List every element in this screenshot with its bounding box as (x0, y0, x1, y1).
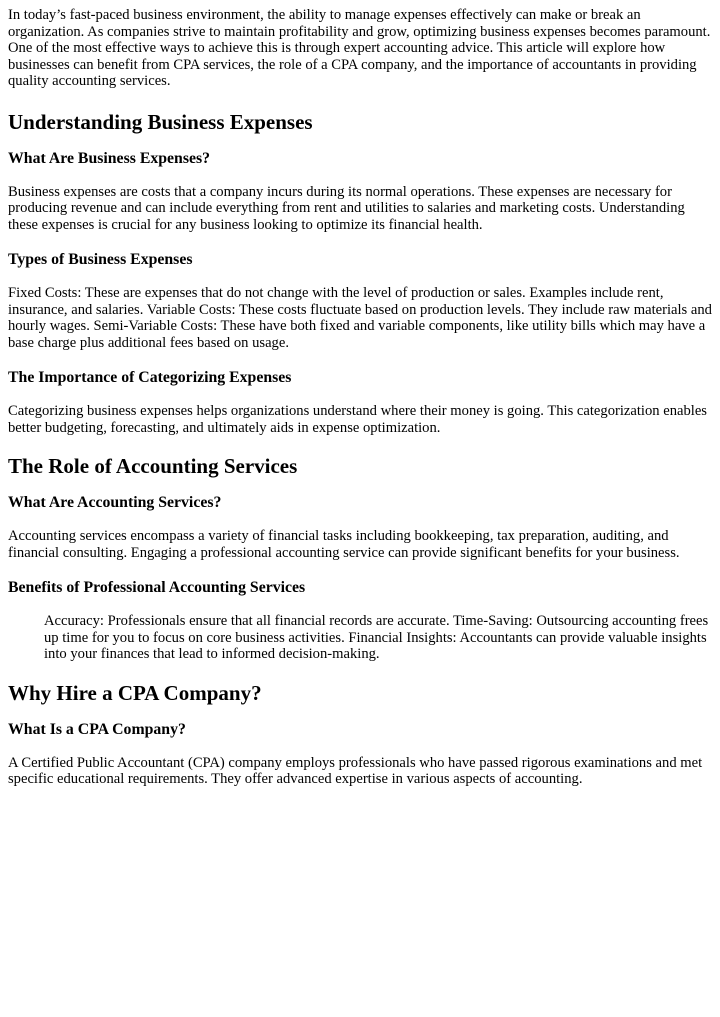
paragraph-what-are-expenses: Business expenses are costs that a company incurs during its normal operations. These expenses are necessary for producing revenue and can include everything from rent and utilities to salaries and marketing costs. Understanding these expenses is crucial for any business looking to optimize its financial health. (8, 183, 685, 233)
intro-paragraph: In today’s fast-paced business environment, the ability to manage expenses effectively can make or break an organization. As companies strive to maintain profitability and grow, optimizing business expenses becomes paramount. One of the most effective ways to achieve this is through expert accounting advice. This article will explore how businesses can benefit from CPA services, the role of a CPA company, and the importance of accountants in providing quality accounting services. (8, 7, 711, 89)
section-heading-understanding-expenses: Understanding Business Expenses (8, 109, 313, 134)
paragraph-types-of-expenses: Fixed Costs: These are expenses that do not change with the level of production or sales. Examples include rent, insurance, and salaries. Variable Costs: These costs fluctuate based on production levels. They include raw materials and hourly wages. Semi-Variable Costs: These have both fixed and variable components, like utility bills which may have a base charge plus additional fees based on usage. (8, 285, 712, 351)
subheading-benefits-accounting-services: Benefits of Professional Accounting Services (8, 579, 306, 596)
blockquote-benefits-accounting-services: Accuracy: Professionals ensure that all financial records are accurate. Time-Saving: Outsourcing accounting frees up time for you to focus on core business activities. Financial Insights: Accountants can provide valuable insights into your finances that lead to informed decision-making. (44, 613, 709, 662)
paragraph-categorizing-expenses: Categorizing business expenses helps organizations understand where their money is going. This categorization enables better budgeting, forecasting, and ultimately aids in expense optimization. (8, 403, 707, 436)
subheading-types-of-expenses: Types of Business Expenses (8, 251, 193, 268)
paragraph-what-are-accounting-services: Accounting services encompass a variety of financial tasks including bookkeeping, tax preparation, auditing, and financial consulting. Engaging a professional accounting service can provide significant benefits for your business. (8, 528, 680, 561)
section-heading-why-hire-cpa: Why Hire a CPA Company? (8, 680, 262, 705)
subheading-what-are-expenses: What Are Business Expenses? (8, 149, 211, 167)
subheading-categorizing-expenses: The Importance of Categorizing Expenses (8, 369, 292, 386)
paragraph-what-is-cpa-company: A Certified Public Accountant (CPA) company employs professionals who have passed rigorous examinations and met specific educational requirements. They offer advanced expertise in various aspects of accounting. (8, 754, 703, 787)
section-heading-accounting-services: The Role of Accounting Services (8, 454, 298, 478)
subheading-what-are-accounting-services: What Are Accounting Services? (8, 494, 222, 511)
subheading-what-is-cpa-company: What Is a CPA Company? (8, 720, 186, 738)
